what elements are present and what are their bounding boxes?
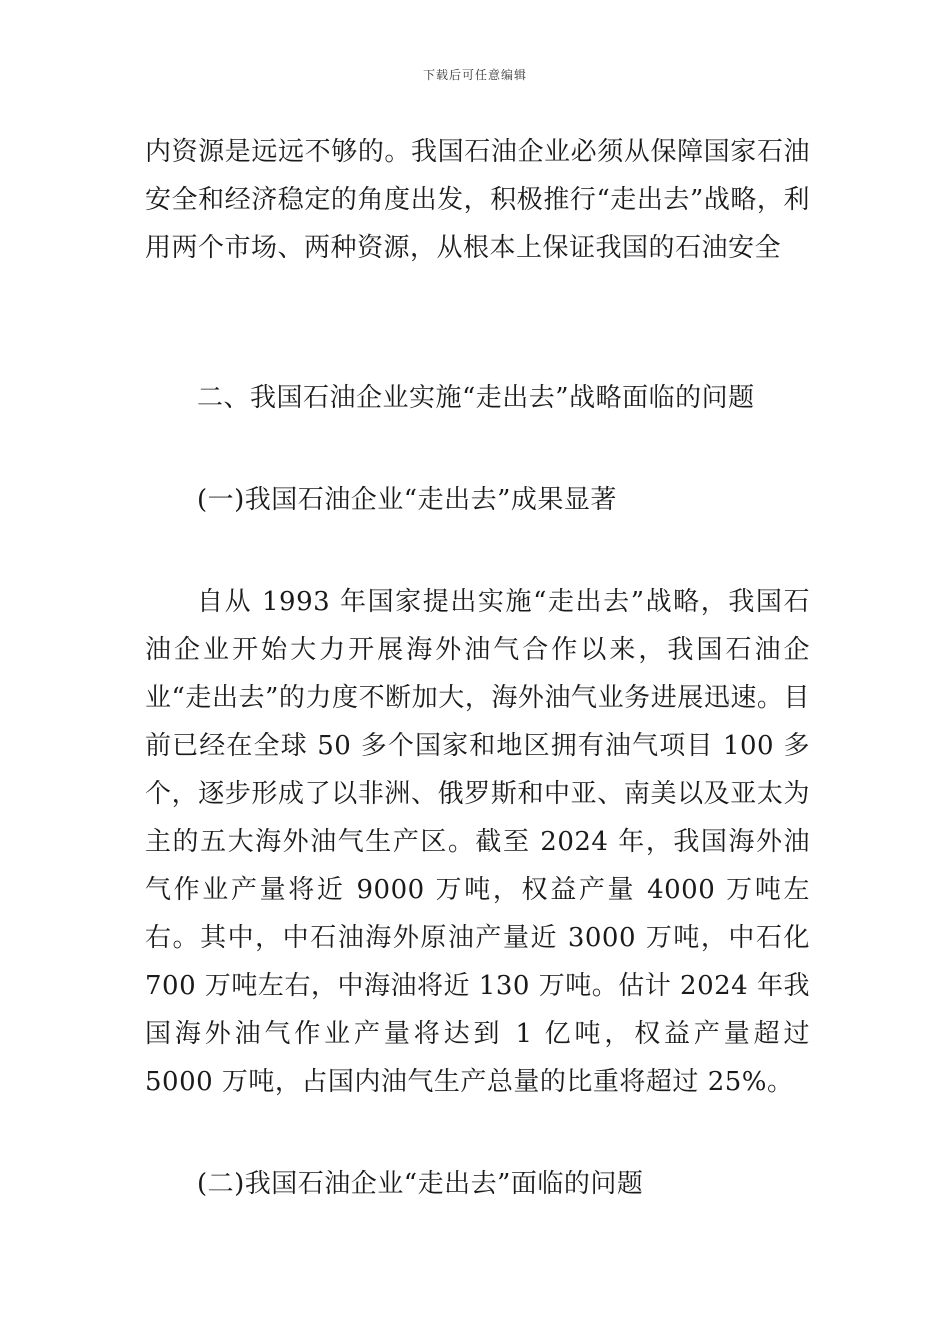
document-body (145, 128, 810, 1208)
section-heading: 二、我国石油企业实施“走出去”战略面临的问题 (197, 383, 755, 413)
subsection-1-body: 自从 1993 年国家提出实施“走出去”战略，我国石油企业开始大力开展海外油气合作以来，我国石油企业“走出去”的力度不断加大，海外油气业务进展迅速。目前已经在全球 50 多个国家和地区拥有油气项目 100 多个，逐步形成了以非洲、俄罗斯和中亚、南美以及亚太为主的五大海外油气生产区。截至 2024 年，我国海外油气作业产量将近 9000 万吨，权益产量 4000 万吨左右。其中，中石油海外原油产量近 3000 万吨，中石化 700 万吨左右，中海油将近 130 万吨。估计 2024 年我国海外油气作业产量将达到 1 亿吨，权益产量超过 5000 万吨，占国内油气生产总量的比重将超过 25%。 (145, 587, 810, 1097)
subsection-1-heading: (一)我国石油企业“走出去”成果显著 (197, 485, 617, 515)
header-note: 下载后可任意编辑 (422, 68, 527, 82)
subsection-2-heading: (二)我国石油企业“走出去”面临的问题 (197, 1169, 644, 1199)
intro-paragraph: 内资源是远远不够的。我国石油企业必须从保障国家石油安全和经济稳定的角度出发，积极推行“走出去”战略，利用两个市场、两种资源，从根本上保证我国的石油安全 (145, 137, 810, 263)
